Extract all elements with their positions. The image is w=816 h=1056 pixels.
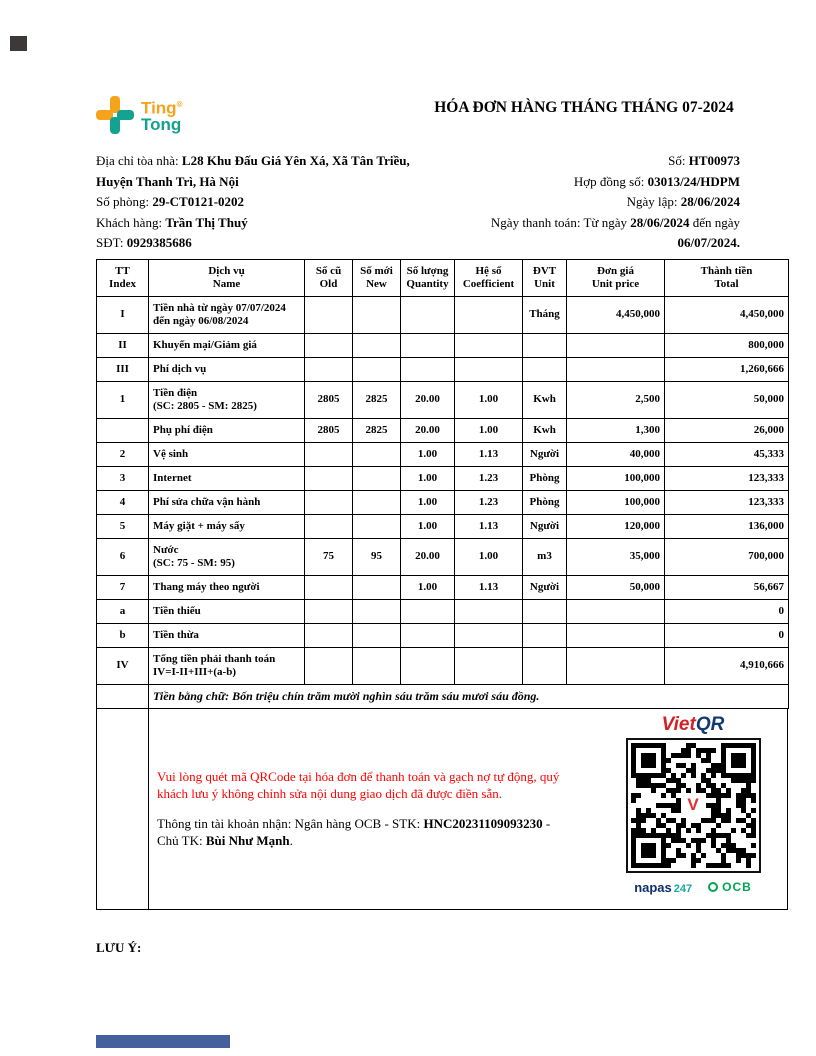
room-number-line: Số phòng: 29-CT0121-0202 [96,194,245,209]
cell-name: Khuyến mại/Giảm giá [149,333,305,357]
cell-new [353,466,401,490]
vietqr-logo: VietQR [661,713,725,735]
cell-unit-price [567,647,665,684]
cell-unit: Người [523,514,567,538]
cell-total: 0 [665,623,789,647]
cell-coefficient: 1.23 [455,490,523,514]
cell-name: Vệ sinh [149,442,305,466]
col-header-coefficient: Hệ số Coefficient [455,259,523,296]
cell-total: 0 [665,599,789,623]
cell-index: 4 [97,490,149,514]
cell-coefficient [455,296,523,333]
payment-section-index-column [97,709,149,909]
cell-unit-price: 120,000 [567,514,665,538]
cell-coefficient: 1.00 [455,418,523,442]
cell-index: 7 [97,575,149,599]
payment-period-line: Ngày thanh toán: Từ ngày 28/06/2024 đến ngày 06/07/2024. [490,214,740,250]
cell-old: 2805 [305,381,353,418]
cell-quantity [401,296,455,333]
cell-unit-price [567,623,665,647]
cell-name: Nước (SC: 75 - SM: 95) [149,538,305,575]
cell-name: Tiền thiếu [149,599,305,623]
customer-name-line: Khách hàng: Trần Thị Thuý [96,214,248,230]
cell-new: 2825 [353,381,401,418]
cell-unit: Người [523,575,567,599]
cell-new [353,490,401,514]
cell-coefficient [455,357,523,381]
ocb-logo: OCB [708,880,752,894]
cell-coefficient: 1.13 [455,514,523,538]
table-row [97,381,789,418]
payment-section [96,708,788,910]
cell-quantity [401,333,455,357]
cell-old [305,466,353,490]
cell-unit-price: 2,500 [567,381,665,418]
cell-total: 700,000 [665,538,789,575]
table-row [97,442,789,466]
cell-new: 95 [353,538,401,575]
cell-unit: Phòng [523,466,567,490]
cell-name: Tiền thừa [149,623,305,647]
cell-unit: Kwh [523,418,567,442]
logo-word-tong: Tong [141,114,182,134]
table-row [97,575,789,599]
invoice-meta [96,151,788,254]
cell-total: 56,667 [665,575,789,599]
table-row [97,647,789,684]
cell-coefficient: 1.00 [455,538,523,575]
table-row [97,538,789,575]
cell-index: III [97,357,149,381]
cell-new: 2825 [353,418,401,442]
receiving-account-info: Thông tin tài khoản nhận: Ngân hàng OCB - STK: HNC20231109093230 - Chủ TK: Bùi Như Mạnh. [157,816,551,848]
ocb-ring-icon [708,882,718,892]
cell-total: 1,260,666 [665,357,789,381]
cell-name: Tiền điện (SC: 2805 - SM: 2825) [149,381,305,418]
cell-name: Thang máy theo người [149,575,305,599]
cell-name: Phụ phí điện [149,418,305,442]
cell-index: 2 [97,442,149,466]
cell-name: Internet [149,466,305,490]
cell-coefficient [455,599,523,623]
cell-quantity: 1.00 [401,575,455,599]
cell-unit-price: 4,450,000 [567,296,665,333]
table-row [97,296,789,333]
issue-date-line: Ngày lập: 28/06/2024 [626,194,740,209]
cell-new [353,357,401,381]
cell-total: 4,910,666 [665,647,789,684]
cell-quantity: 20.00 [401,381,455,418]
cell-unit-price [567,333,665,357]
table-row [97,357,789,381]
cell-total: 123,333 [665,466,789,490]
cell-total: 136,000 [665,514,789,538]
invoice-details [433,151,740,254]
col-header-name: Dịch vụ Name [149,259,305,296]
cell-total: 4,450,000 [665,296,789,333]
table-row [97,333,789,357]
invoice-table [96,259,789,709]
cell-new [353,442,401,466]
cell-unit: m3 [523,538,567,575]
customer-info [96,151,433,254]
cell-quantity [401,647,455,684]
cell-unit-price [567,357,665,381]
cell-unit [523,599,567,623]
cell-coefficient: 1.23 [455,466,523,490]
cell-total: 50,000 [665,381,789,418]
cell-old [305,490,353,514]
cell-new [353,647,401,684]
col-header-old: Số cũ Old [305,259,353,296]
cell-quantity [401,599,455,623]
cell-index [97,684,149,708]
col-header-index: TT Index [97,259,149,296]
invoice-number-line: Số: HT00973 [668,153,740,168]
cell-old [305,442,353,466]
tingtong-logo [96,96,182,134]
cell-unit-price: 50,000 [567,575,665,599]
cell-index: 6 [97,538,149,575]
cell-new [353,623,401,647]
cell-coefficient [455,647,523,684]
cell-unit: Tháng [523,296,567,333]
cell-unit-price: 100,000 [567,466,665,490]
cell-name: Máy giặt + máy sấy [149,514,305,538]
cell-old [305,647,353,684]
footer-blue-bar [96,1035,230,1048]
cell-total: 26,000 [665,418,789,442]
cell-quantity: 1.00 [401,490,455,514]
col-header-total: Thành tiền Total [665,259,789,296]
amount-in-words-cell: Tiền bằng chữ: Bốn triệu chín trăm mười nghìn sáu trăm sáu mươi sáu đồng. [149,684,789,708]
cell-unit [523,623,567,647]
cell-new [353,296,401,333]
cell-new [353,575,401,599]
vietqr-v-icon: V [681,793,705,817]
invoice-title: HÓA ĐƠN HÀNG THÁNG THÁNG 07-2024 [434,99,734,116]
cell-index: I [97,296,149,333]
registered-mark: ® [176,100,183,110]
cell-old [305,333,353,357]
cell-unit-price: 1,300 [567,418,665,442]
payment-instructions [149,709,607,909]
cell-index: a [97,599,149,623]
amount-in-words-row [97,684,789,708]
bank-logos [634,880,752,895]
cell-name: Tiền nhà từ ngày 07/07/2024 đến ngày 06/08/2024 [149,296,305,333]
cell-quantity [401,357,455,381]
table-row [97,599,789,623]
cell-unit: Phòng [523,490,567,514]
cell-quantity [401,623,455,647]
cell-old: 2805 [305,418,353,442]
cell-index [97,418,149,442]
table-row [97,514,789,538]
cell-index: II [97,333,149,357]
napas-247-logo: napas 247 [634,879,693,895]
cell-name: Tổng tiền phải thanh toán IV=I-II+III+(a-b) [149,647,305,684]
table-row [97,490,789,514]
table-row [97,418,789,442]
cell-quantity: 20.00 [401,538,455,575]
cell-old [305,357,353,381]
cell-coefficient [455,333,523,357]
cell-name: Phí dịch vụ [149,357,305,381]
col-header-new: Số mới New [353,259,401,296]
cell-coefficient: 1.13 [455,442,523,466]
cell-unit-price: 40,000 [567,442,665,466]
phone-line: SĐT: 0929385686 [96,235,192,250]
col-header-unit: ĐVT Unit [523,259,567,296]
cell-new [353,333,401,357]
qr-panel [607,709,787,909]
col-header-quantity: Số lượng Quantity [401,259,455,296]
cell-unit [523,357,567,381]
cell-coefficient: 1.00 [455,381,523,418]
cell-unit-price: 35,000 [567,538,665,575]
contract-number-line: Hợp đồng số: 03013/24/HDPM [573,173,740,189]
tingtong-logo-text [141,97,182,133]
cell-total: 800,000 [665,333,789,357]
cell-old [305,623,353,647]
qr-code [626,738,761,873]
cell-index: b [97,623,149,647]
cell-old: 75 [305,538,353,575]
cell-old [305,599,353,623]
cell-coefficient [455,623,523,647]
table-row [97,623,789,647]
cell-quantity: 1.00 [401,442,455,466]
cell-coefficient: 1.13 [455,575,523,599]
col-header-unit-price: Đơn giá Unit price [567,259,665,296]
cell-unit: Kwh [523,381,567,418]
cell-old [305,514,353,538]
cell-unit: Người [523,442,567,466]
table-row [97,466,789,490]
table-header-row [97,259,789,296]
cell-unit-price [567,599,665,623]
cell-unit-price: 100,000 [567,490,665,514]
cell-quantity: 1.00 [401,514,455,538]
logo-word-ting: Ting [141,98,177,118]
notes-label: LƯU Ý: [96,939,142,955]
qr-payment-warning: Vui lòng quét mã QRCode tại hóa đơn để thanh toán và gạch nợ tự động, quý khách lưu ý không chỉnh sửa nội dung giao dịch đã được điền sẵn. [157,769,560,801]
cell-old [305,575,353,599]
cell-unit [523,333,567,357]
cell-index: 1 [97,381,149,418]
tingtong-plus-icon [96,96,134,134]
cell-new [353,514,401,538]
cell-quantity: 1.00 [401,466,455,490]
cell-quantity: 20.00 [401,418,455,442]
cell-index: 5 [97,514,149,538]
cell-old [305,296,353,333]
cell-index: 3 [97,466,149,490]
cell-name: Phí sửa chữa vận hành [149,490,305,514]
cell-total: 123,333 [665,490,789,514]
window-corner-artifact [10,36,27,51]
cell-total: 45,333 [665,442,789,466]
building-address-line: Địa chỉ tòa nhà: L28 Khu Đấu Giá Yên Xá, Xã Tân Triều, Huyện Thanh Trì, Hà Nội [96,153,410,189]
cell-unit [523,647,567,684]
cell-index: IV [97,647,149,684]
cell-new [353,599,401,623]
